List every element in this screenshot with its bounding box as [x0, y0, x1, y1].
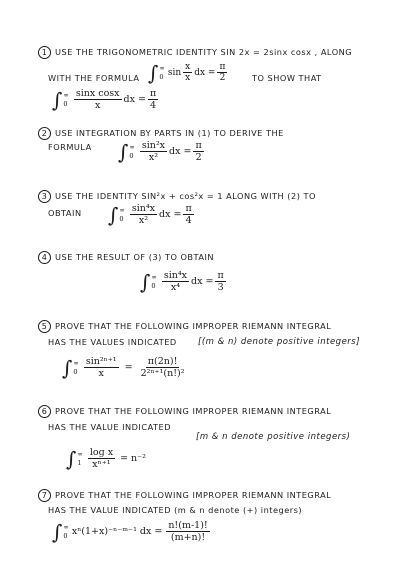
formula-2: ∫ ∞ 0 $\frac{\text{sin²x}}{\text{x²}}$ dx = $\frac{\pi}{2}$ — [118, 139, 202, 164]
formula-1a: ∫ ∞ 0 sin $\frac{x}{x}$ dx = $\frac{\pi}{2}$ — [148, 60, 226, 85]
problem-5-note: [(m & n) denote positive integers] — [198, 337, 361, 347]
problem-6-line-2: HAS THE VALUE INDICATED — [48, 422, 172, 432]
formula-5: ∫ ∞ 0 $\frac{\text{sin²ⁿ⁺¹}}{x}$ = $\frac{\pi(2n)!}{\text{2²ⁿ⁺¹(n!)²}}$ — [62, 355, 185, 380]
problem-6-line-1: 6 PROVE THAT THE FOLLOWING IMPROPER RIEMANN INTEGRAL — [38, 405, 331, 418]
formula-7: ∫ ∞ 0 xⁿ(1+x)⁻ⁿ⁻ᵐ⁻¹ dx = $\frac{n!(m-1)!}{(m+n)!}$ — [52, 519, 208, 544]
problem-3-line-2: OBTAIN — [48, 208, 82, 218]
problem-2-line-1: 2 USE INTEGRATION BY PARTS IN (1) TO DERIVE THE — [38, 127, 284, 140]
formula-4: ∫ ∞ 0 $\frac{\text{sin⁴x}}{\text{x⁴}}$ dx = $\frac{\pi}{3}$ — [140, 269, 224, 294]
problem-4-line-1: 4 USE THE RESULT OF (3) TO OBTAIN — [38, 251, 214, 264]
problem-6-note: [m & n denote positive integers) — [196, 432, 351, 442]
problem-7-line-1: 7 PROVE THAT THE FOLLOWING IMPROPER RIEMANN INTEGRAL — [38, 489, 331, 502]
problem-5-line-1: 5 PROVE THAT THE FOLLOWING IMPROPER RIEMANN INTEGRAL — [38, 320, 331, 333]
problem-1-line-2b: TO SHOW THAT — [252, 73, 322, 83]
formula-6: ∫ ∞ 1 $\frac{\text{log x}}{\text{xⁿ⁺¹}}$ = n⁻² — [66, 446, 146, 471]
formula-1b: ∫ ∞ 0 $\frac{\text{sinx cosx}}{x}$ dx = $\frac{\pi}{4}$ — [52, 87, 157, 112]
problem-7-line-2: HAS THE VALUE INDICATED (m & n denote (+) integers) — [48, 505, 303, 515]
problem-number: 1 — [38, 46, 51, 59]
problem-1-line-1: 1 USE THE TRIGONOMETRIC IDENTITY SIN 2x = 2sinx cosx , ALONG — [38, 46, 352, 59]
problem-1-line-2a: WITH THE FORMULA — [48, 73, 140, 83]
problem-3-line-1: 3 USE THE IDENTITY SIN²x + cos²x = 1 ALONG WITH (2) TO — [38, 190, 316, 203]
problem-2-line-2: FORMULA — [48, 142, 92, 152]
formula-3: ∫ ∞ 0 $\frac{\text{sin⁴x}}{\text{x²}}$ dx = $\frac{\pi}{4}$ — [108, 202, 192, 227]
problem-5-line-2: HAS THE VALUES INDICATED — [48, 337, 177, 347]
